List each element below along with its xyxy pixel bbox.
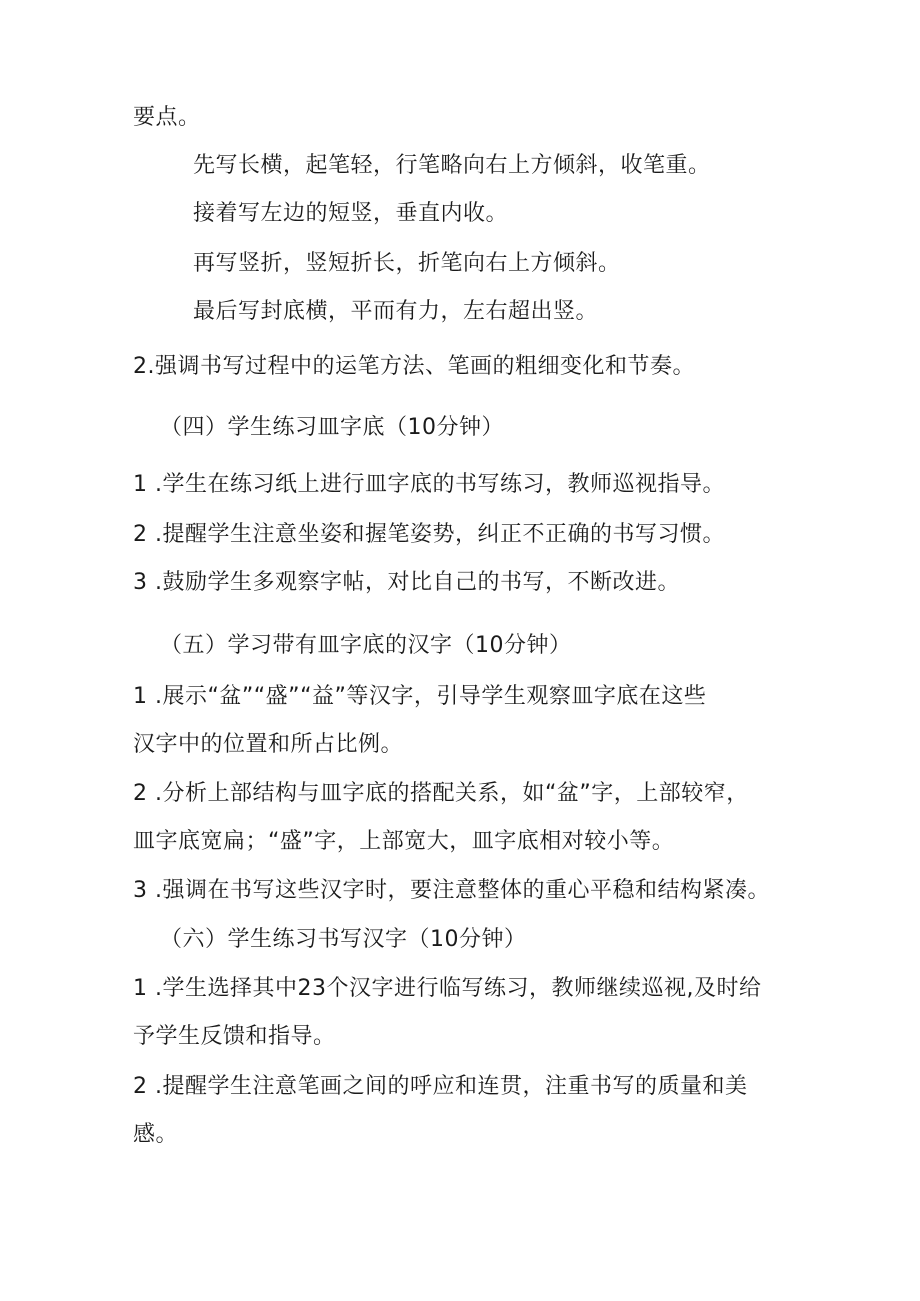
step-line-2: 接着写左边的短竖，垂直内收。	[193, 201, 509, 226]
section6-item-1-line-2: 予学生反馈和指导。	[133, 1024, 336, 1049]
step-line-3: 再写竖折，竖短折长，折笔向右上方倾斜。	[193, 251, 621, 276]
section4-item-2: 2 .提醒学生注意坐姿和握笔姿势，纠正不正确的书写习惯。	[133, 522, 725, 547]
section6-item-2-line-2: 感。	[133, 1122, 179, 1147]
section5-heading: （五）学习带有皿字底的汉字（10分钟）	[160, 633, 572, 658]
paragraph-intro-tail: 要点。	[133, 105, 201, 130]
section6-heading: （六）学生练习书写汉字（10分钟）	[160, 927, 527, 952]
step-line-4: 最后写封底横，平而有力，左右超出竖。	[193, 299, 599, 324]
section5-item-1-line-2: 汉字中的位置和所占比例。	[133, 732, 404, 757]
emphasis-line: 2.强调书写过程中的运笔方法、笔画的粗细变化和节奏。	[133, 354, 695, 379]
section4-item-3: 3 .鼓励学生多观察字帖，对比自己的书写，不断改进。	[133, 570, 680, 595]
section5-item-2-line-2: 皿字底宽扁；“盛”字，上部宽大，皿字底相对较小等。	[133, 829, 675, 854]
section5-item-2-line-1: 2 .分析上部结构与皿字底的搭配关系，如“盆”字，上部较窄，	[133, 781, 749, 806]
section4-item-1: 1 .学生在练习纸上进行皿字底的书写练习，教师巡视指导。	[133, 472, 725, 497]
section4-heading: （四）学生练习皿字底（10分钟）	[160, 415, 504, 440]
section5-item-3: 3 .强调在书写这些汉字时，要注意整体的重心平稳和结构紧凑。	[133, 878, 770, 903]
section5-item-1-line-1: 1 .展示“盆”“盛”“益”等汉字，引导学生观察皿字底在这些	[133, 684, 707, 709]
section6-item-2-line-1: 2 .提醒学生注意笔画之间的呼应和连贯，注重书写的质量和美	[133, 1074, 748, 1099]
section6-item-1-line-1: 1 .学生选择其中23个汉字进行临写练习，教师继续巡视,及时给	[133, 976, 762, 1001]
step-line-1: 先写长横，起笔轻，行笔略向右上方倾斜，收笔重。	[193, 153, 711, 178]
